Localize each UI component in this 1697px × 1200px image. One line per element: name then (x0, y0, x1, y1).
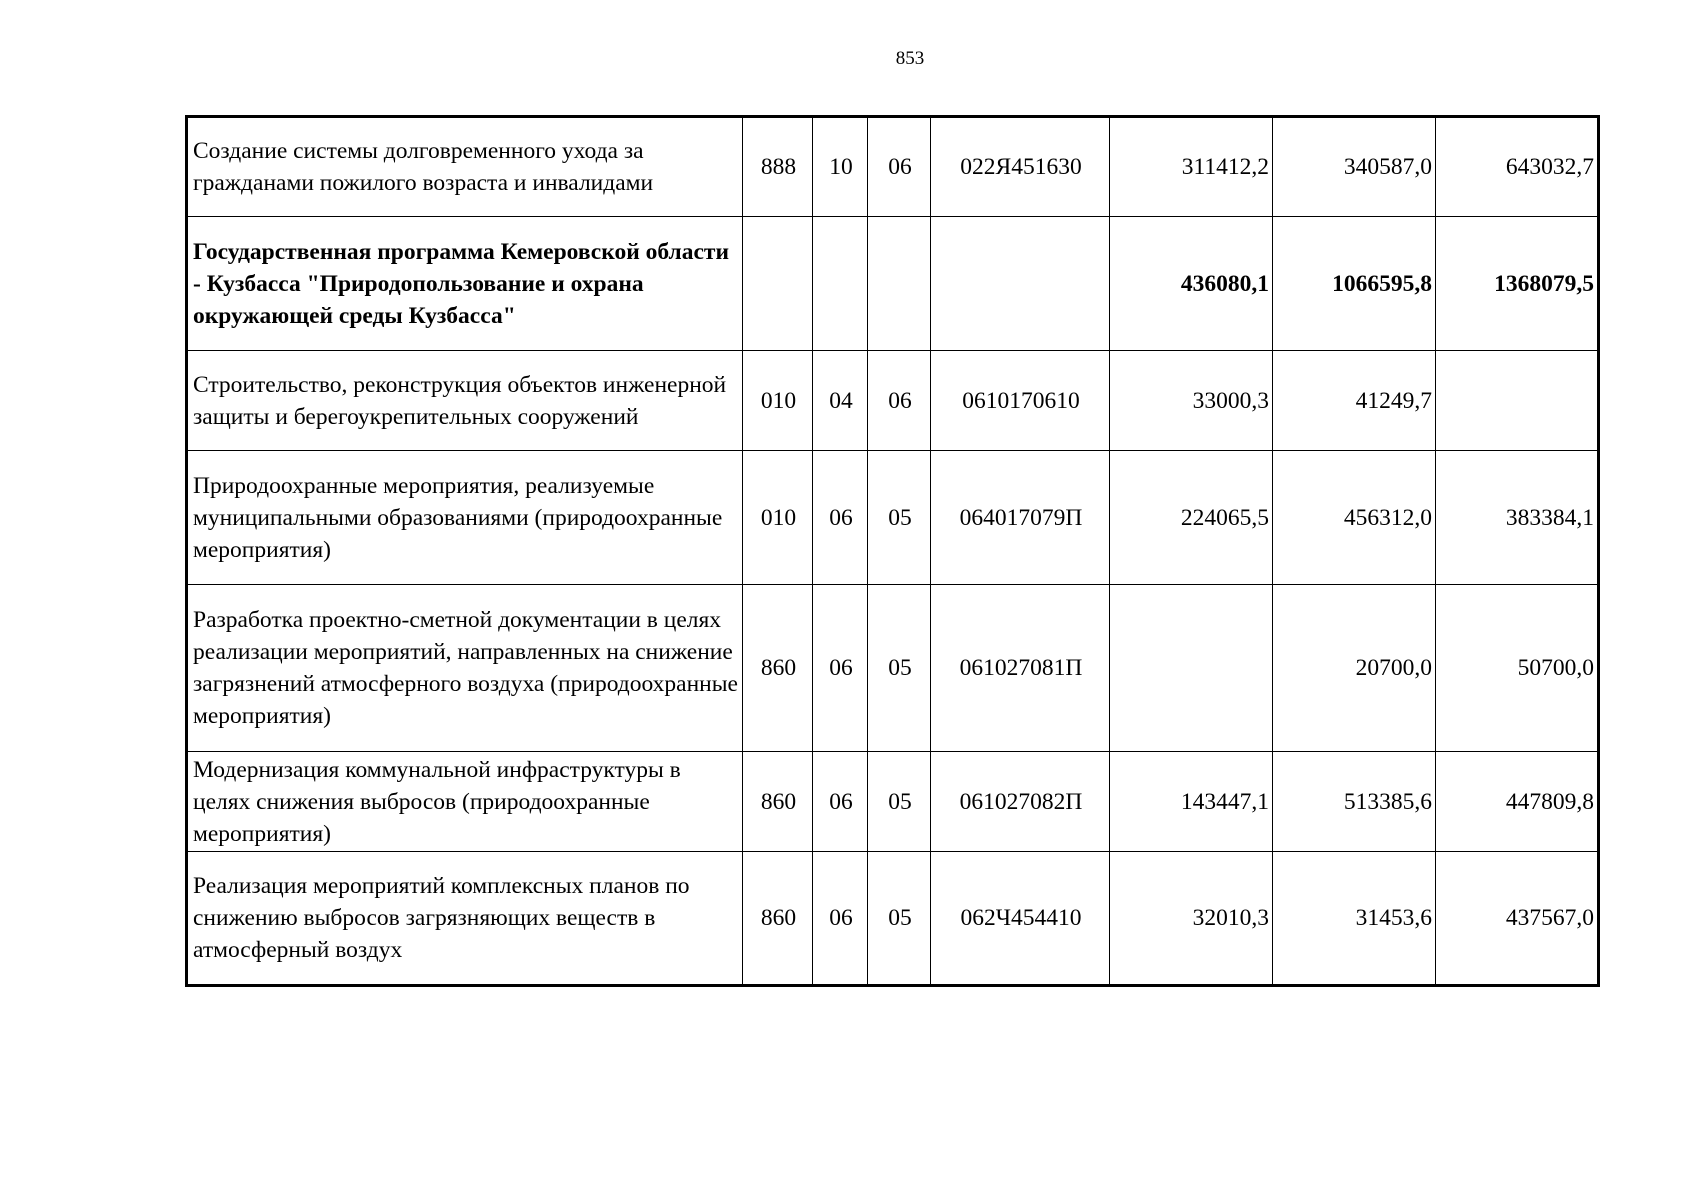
cell-subsection: 05 (868, 585, 931, 752)
cell-subsection: 05 (868, 752, 931, 852)
table-row (187, 752, 1599, 852)
cell-year3: 1368079,5 (1436, 217, 1599, 351)
budget-table (185, 115, 1600, 987)
cell-ministry: 010 (743, 451, 813, 585)
cell-section: 06 (813, 585, 868, 752)
cell-section: 06 (813, 451, 868, 585)
page-number: 853 (895, 48, 925, 69)
cell-section: 06 (813, 852, 868, 986)
cell-ministry: 860 (743, 752, 813, 852)
cell-year1: 224065,5 (1110, 451, 1273, 585)
cell-name: Создание системы долговременного ухода за гражданами пожилого возраста и инвалидами (187, 117, 743, 217)
cell-target: 064017079П (931, 451, 1110, 585)
table-row (187, 585, 1599, 752)
table-row (187, 852, 1599, 986)
cell-target: 022Я451630 (931, 117, 1110, 217)
table-row (187, 451, 1599, 585)
table-body (187, 117, 1599, 986)
cell-year2: 456312,0 (1273, 451, 1436, 585)
cell-year1: 311412,2 (1110, 117, 1273, 217)
cell-section: 10 (813, 117, 868, 217)
cell-year2: 41249,7 (1273, 351, 1436, 451)
cell-year3: 383384,1 (1436, 451, 1599, 585)
cell-section (813, 217, 868, 351)
cell-year1: 33000,3 (1110, 351, 1273, 451)
cell-section: 04 (813, 351, 868, 451)
cell-target (931, 217, 1110, 351)
cell-year2: 31453,6 (1273, 852, 1436, 986)
cell-target: 062Ч454410 (931, 852, 1110, 986)
cell-name: Реализация мероприятий комплексных планов по снижению выбросов загрязняющих веществ в атмосферный воздух (187, 852, 743, 986)
cell-year2: 1066595,8 (1273, 217, 1436, 351)
cell-ministry: 860 (743, 585, 813, 752)
cell-subsection: 06 (868, 351, 931, 451)
cell-year2: 513385,6 (1273, 752, 1436, 852)
cell-year3: 50700,0 (1436, 585, 1599, 752)
cell-year3 (1436, 351, 1599, 451)
cell-ministry: 860 (743, 852, 813, 986)
cell-ministry (743, 217, 813, 351)
cell-name: Разработка проектно-сметной документации в целях реализации мероприятий, направленных на снижение загрязнений атмосферного воздуха (природоохранные мероприятия) (187, 585, 743, 752)
cell-section: 06 (813, 752, 868, 852)
cell-subsection: 05 (868, 852, 931, 986)
cell-year2: 20700,0 (1273, 585, 1436, 752)
cell-name: Природоохранные мероприятия, реализуемые муниципальными образованиями (природоохранные мероприятия) (187, 451, 743, 585)
cell-year3: 437567,0 (1436, 852, 1599, 986)
cell-name: Строительство, реконструкция объектов инженерной защиты и берегоукрепительных сооружений (187, 351, 743, 451)
table-row (187, 351, 1599, 451)
cell-year1: 32010,3 (1110, 852, 1273, 986)
cell-name: Модернизация коммунальной инфраструктуры в целях снижения выбросов (природоохранные мероприятия) (187, 752, 743, 852)
cell-year1 (1110, 585, 1273, 752)
cell-year1: 143447,1 (1110, 752, 1273, 852)
cell-subsection (868, 217, 931, 351)
cell-subsection: 06 (868, 117, 931, 217)
cell-ministry: 888 (743, 117, 813, 217)
table-row (187, 117, 1599, 217)
cell-target: 061027082П (931, 752, 1110, 852)
cell-name: Государственная программа Кемеровской области - Кузбасса "Природопользование и охрана окружающей среды Кузбасса" (187, 217, 743, 351)
cell-subsection: 05 (868, 451, 931, 585)
table-row (187, 217, 1599, 351)
cell-year3: 447809,8 (1436, 752, 1599, 852)
cell-year2: 340587,0 (1273, 117, 1436, 217)
cell-target: 061027081П (931, 585, 1110, 752)
cell-ministry: 010 (743, 351, 813, 451)
cell-target: 0610170610 (931, 351, 1110, 451)
cell-year1: 436080,1 (1110, 217, 1273, 351)
cell-year3: 643032,7 (1436, 117, 1599, 217)
